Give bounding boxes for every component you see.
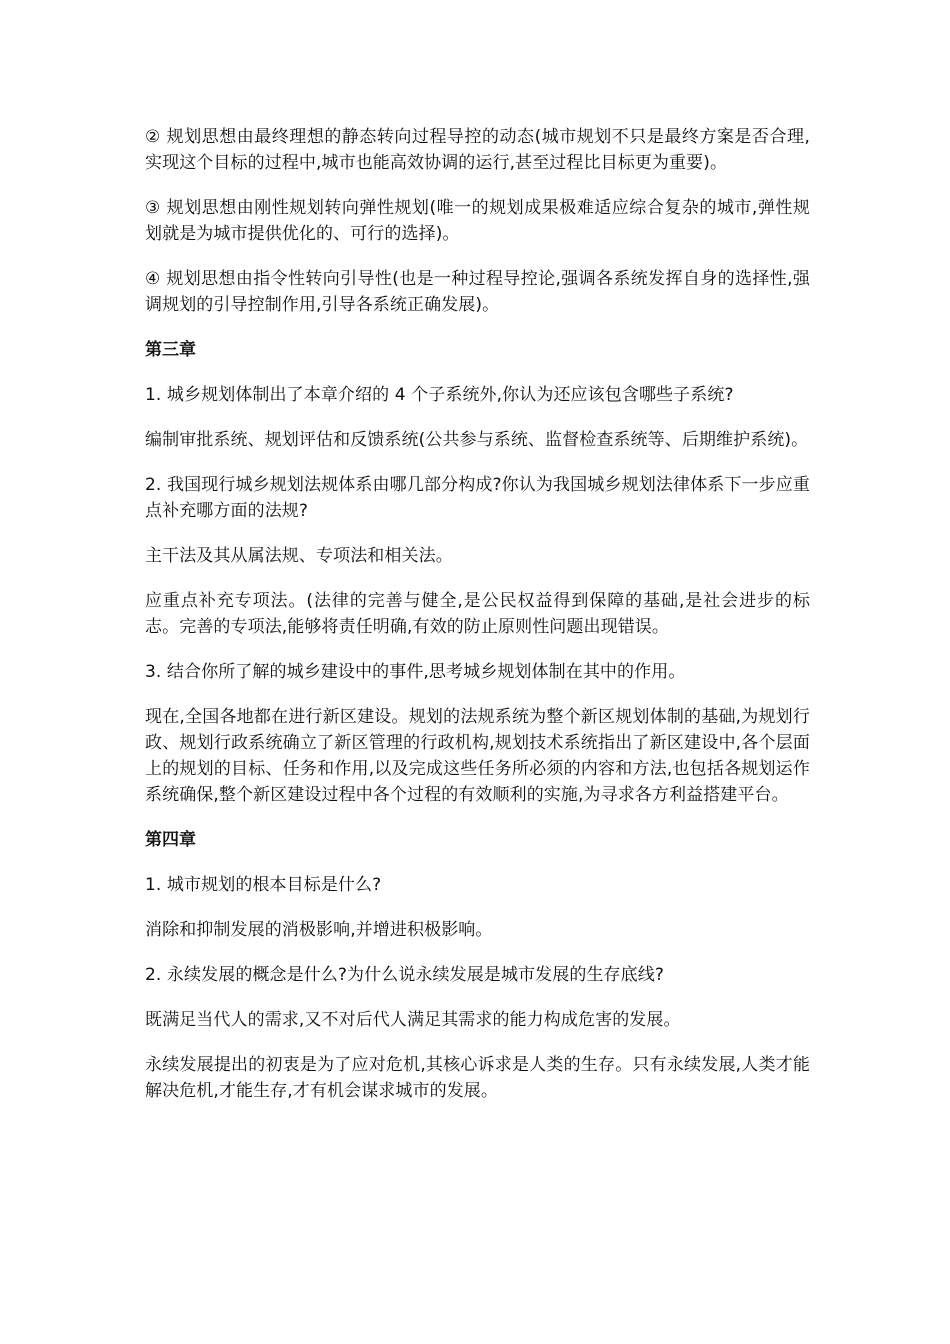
answer-3-2-a: 主干法及其从属法规、专项法和相关法。 bbox=[145, 546, 453, 566]
document-page bbox=[145, 124, 810, 1123]
answer-4-1: 消除和抑制发展的消极影响,并增进积极影响。 bbox=[145, 920, 493, 940]
question-4-1: 1. 城市规划的根本目标是什么? bbox=[145, 875, 382, 895]
paragraph-principle-2: ② 规划思想由最终理想的静态转向过程导控的动态(城市规划不只是最终方案是否合理,实现这个目标的过程中,城市也能高效协调的运行,甚至过程比目标更为重要)。 bbox=[145, 127, 810, 173]
answer-4-2-a: 既满足当代人的需求,又不对后代人满足其需求的能力构成危害的发展。 bbox=[145, 1010, 681, 1030]
question-3-2: 2. 我国现行城乡规划法规体系由哪几部分构成?你认为我国城乡规划法律体系下一步应重点补充哪方面的法规? bbox=[145, 475, 810, 521]
answer-4-2-b: 永续发展提出的初衷是为了应对危机,其核心诉求是人类的生存。只有永续发展,人类才能解决危机,才能生存,才有机会谋求城市的发展。 bbox=[145, 1055, 810, 1101]
chapter-4-heading: 第四章 bbox=[145, 830, 196, 850]
question-3-3: 3. 结合你所了解的城乡建设中的事件,思考城乡规划体制在其中的作用。 bbox=[145, 662, 686, 682]
chapter-3-heading: 第三章 bbox=[145, 340, 196, 360]
question-4-2: 2. 永续发展的概念是什么?为什么说永续发展是城市发展的生存底线? bbox=[145, 965, 664, 985]
answer-3-3: 现在,全国各地都在进行新区建设。规划的法规系统为整个新区规划体制的基础,为规划行政、规划行政系统确立了新区管理的行政机构,规划技术系统指出了新区建设中,各个层面上的规划的目标、任务和作用,以及完成这些任务所必须的内容和方法,也包括各规划运作系统确保,整个新区建设过程中各个过程的有效顺利的实施,为寻求各方利益搭建平台。 bbox=[145, 707, 810, 805]
paragraph-principle-4: ④ 规划思想由指令性转向引导性(也是一种过程导控论,强调各系统发挥自身的选择性,强调规划的引导控制作用,引导各系统正确发展)。 bbox=[145, 269, 810, 315]
answer-3-2-b: 应重点补充专项法。(法律的完善与健全,是公民权益得到保障的基础,是社会进步的标志。完善的专项法,能够将责任明确,有效的防止原则性问题出现错误。 bbox=[145, 591, 810, 637]
question-3-1: 1. 城乡规划体制出了本章介绍的 4 个子系统外,你认为还应该包含哪些子系统? bbox=[145, 385, 734, 405]
answer-3-1: 编制审批系统、规划评估和反馈系统(公共参与系统、监督检查系统等、后期维护系统)。 bbox=[145, 430, 809, 450]
paragraph-principle-3: ③ 规划思想由刚性规划转向弹性规划(唯一的规划成果极难适应综合复杂的城市,弹性规划就是为城市提供优化的、可行的选择)。 bbox=[145, 198, 810, 244]
